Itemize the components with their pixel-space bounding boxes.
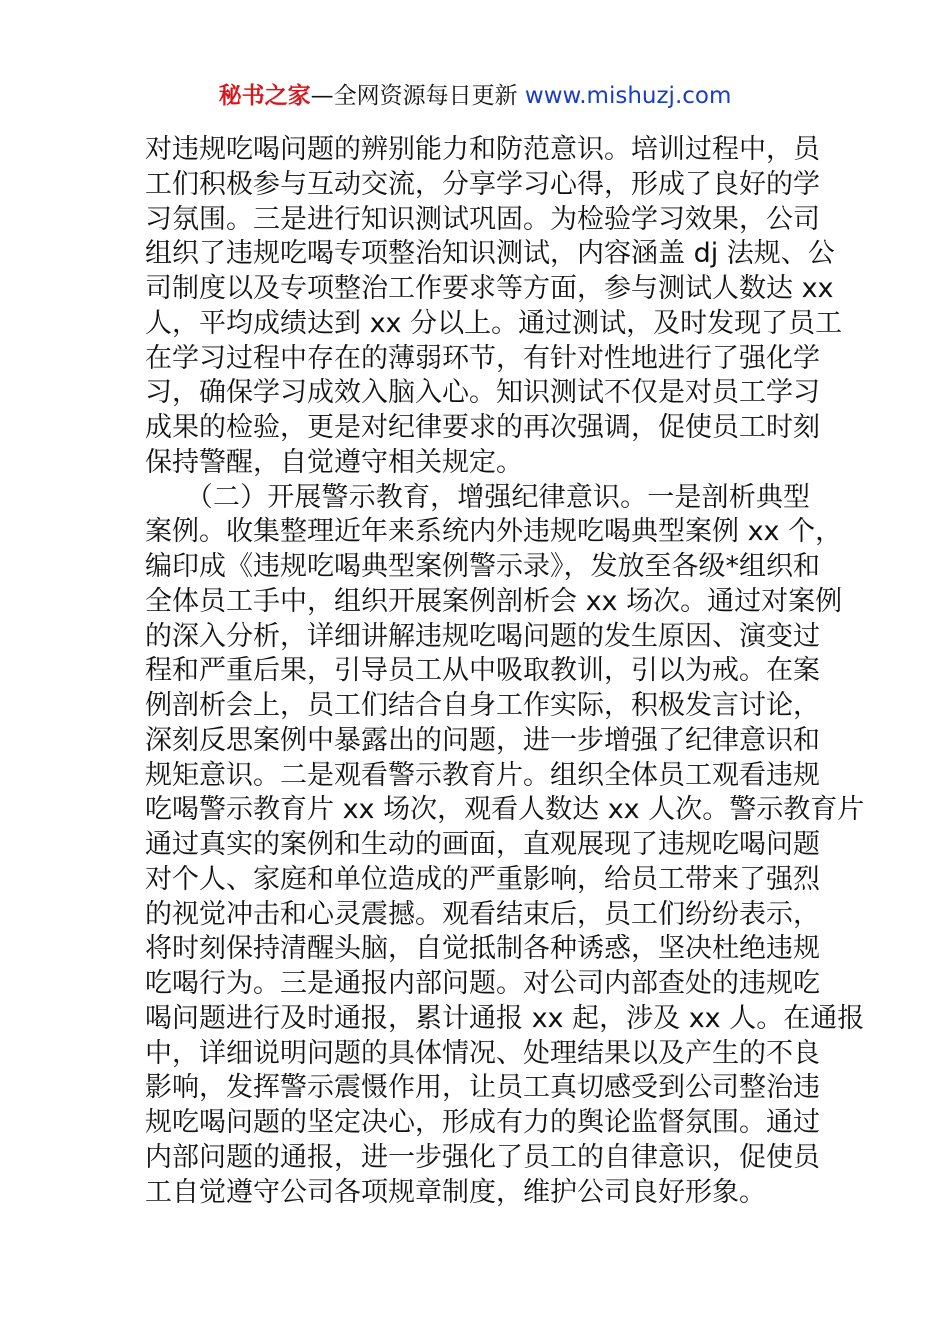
text-line: 保持警醒，自觉遵守相关规定。 [145, 446, 523, 478]
text-line: 人，平均成绩达到 xx 分以上。通过测试，及时发现了员工 [145, 307, 843, 339]
text-line: 工们积极参与互动交流，分享学习心得，形成了良好的学 [145, 168, 820, 200]
site-brand: 秘书之家 [218, 83, 311, 109]
text-line: 全体员工手中，组织开展案例剖析会 xx 场次。通过对案例 [145, 585, 843, 617]
text-line: 规矩意识。二是观看警示教育片。组织全体员工观看违规 [145, 759, 820, 791]
text-line: 中，详细说明问题的具体情况、处理结果以及产生的不良 [145, 1037, 820, 1069]
paragraph-training [145, 133, 843, 481]
text-line: 影响，发挥警示震慑作用，让员工真切感受到公司整治违 [145, 1072, 820, 1104]
text-line: 编印成《违规吃喝典型案例警示录》，发放至各级*组织和 [145, 551, 820, 582]
text-line: 组织了违规吃喝专项整治知识测试，内容涵盖 dj 法规、公 [145, 238, 835, 270]
text-line: 吃喝行为。三是通报内部问题。对公司内部查处的违规吃 [145, 968, 820, 999]
site-url-link[interactable]: www.mishuzj.com [524, 83, 732, 109]
text-line: 工自觉遵守公司各项规章制度，维护公司良好形象。 [145, 1176, 766, 1208]
text-line: 习，确保学习成效入脑入心。知识测试不仅是对员工学习 [145, 377, 820, 409]
text-line: 内部问题的通报，进一步强化了员工的自律意识，促使员 [145, 1141, 820, 1173]
text-line: 案例。收集整理近年来系统内外违规吃喝典型案例 xx 个， [145, 516, 843, 548]
text-line: 将时刻保持清醒头脑，自觉抵制各种诱惑，坚决杜绝违规 [145, 933, 820, 965]
text-line: 司制度以及专项整治工作要求等方面，参与测试人数达 xx [145, 273, 834, 304]
text-line: 的深入分析，详细讲解违规吃喝问题的发生原因、演变过 [145, 620, 820, 652]
text-line: 喝问题进行及时通报，累计通报 xx 起，涉及 xx 人。在通报 [145, 1002, 865, 1034]
text-line: 通过真实的案例和生动的画面，直观展现了违规吃喝问题 [145, 829, 820, 860]
site-header [0, 80, 950, 112]
text-line: 深刻反思案例中暴露出的问题，进一步增强了纪律意识和 [145, 724, 820, 756]
text-line: 成果的检验，更是对纪律要求的再次强调，促使员工时刻 [145, 412, 820, 443]
text-line: 习氛围。三是进行知识测试巩固。为检验学习效果，公司 [145, 203, 820, 235]
document-body [145, 133, 865, 1210]
text-line: 对个人、家庭和单位造成的严重影响，给员工带来了强烈 [145, 863, 820, 895]
paragraph-warning-education [145, 481, 865, 1211]
site-tagline: —全网资源每日更新 [310, 83, 525, 109]
text-line: （二）开展警示教育，增强纪律意识。一是剖析典型 [145, 481, 810, 513]
text-line: 对违规吃喝问题的辨别能力和防范意识。培训过程中，员 [145, 134, 820, 165]
text-line: 的视觉冲击和心灵震撼。观看结束后，员工们纷纷表示， [145, 898, 820, 930]
text-line: 吃喝警示教育片 xx 场次，观看人数达 xx 人次。警示教育片 [145, 794, 865, 826]
text-line: 例剖析会上，员工们结合自身工作实际，积极发言讨论， [145, 690, 820, 721]
text-line: 规吃喝问题的坚定决心，形成有力的舆论监督氛围。通过 [145, 1107, 820, 1138]
text-line: 程和严重后果，引导员工从中吸取教训，引以为戒。在案 [145, 655, 820, 687]
text-line: 在学习过程中存在的薄弱环节，有针对性地进行了强化学 [145, 342, 820, 374]
